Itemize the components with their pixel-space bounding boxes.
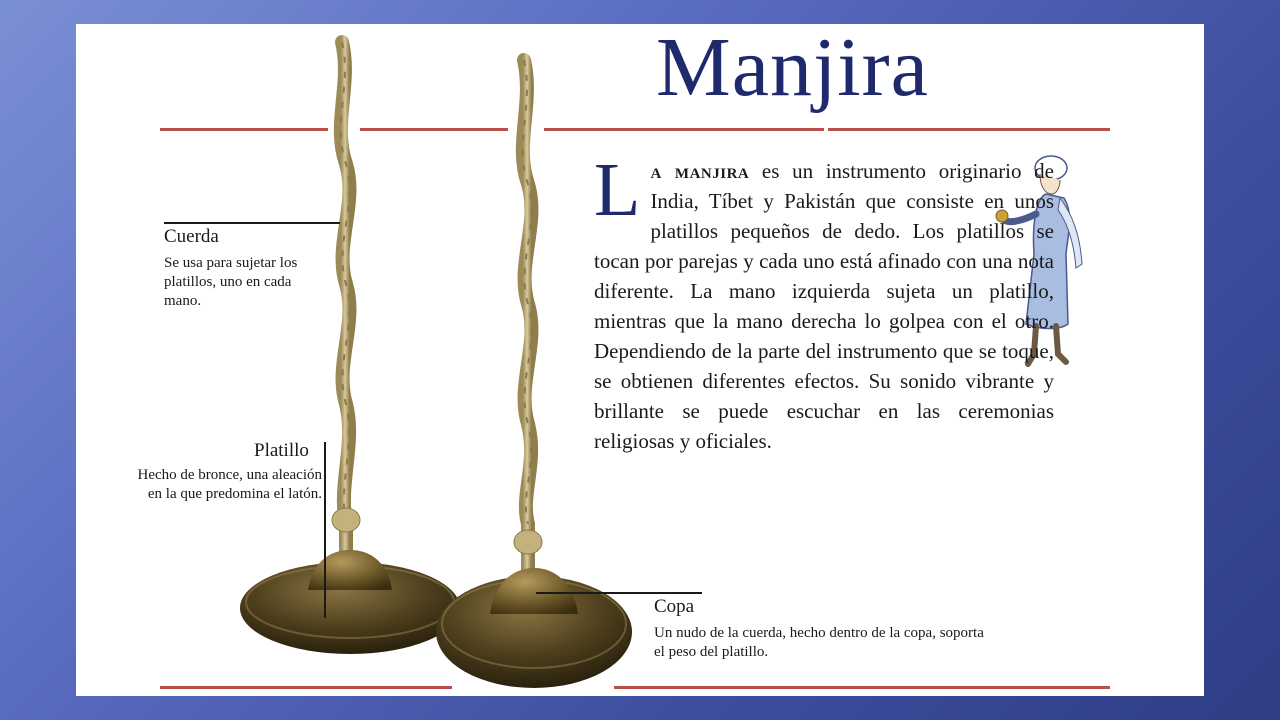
cuerda-label-desc: Se usa para sujetar los platillos, uno en cada mano. [164,255,298,309]
platillo-label-title: Platillo [254,440,309,461]
page-title: Manjira [656,24,929,114]
cuerda-label-title: Cuerda [164,226,219,247]
body-paragraph [594,148,1054,456]
slide [76,24,1204,696]
copa-label-title: Copa [654,596,695,617]
copa-label-desc: Un nudo de la cuerda, hecho dentro de la copa, soporta el peso del platillo. [654,625,984,660]
body-text: es un instrumento originario de India, Tíbet y Pakistán que consiste en unos platillos pequeños de dedo. Los platillos se tocan por parejas y cada uno está afinado con una nota diferente. La mano izquierda sujeta un platillo, mientras que la mano derecha lo golpea con el otro. Dependiendo de la parte del instrumento que se toque, se obtienen diferentes efectos. Su sonido vibrante y brillante se puede escuchar en las ceremonias religiosas y oficiales. [594,159,1054,453]
rope-illustration [332,42,542,572]
cuerda-leader [164,222,340,224]
platillo-label-desc: Hecho de bronce, una aleación en la que predomina el latón. [137,467,322,502]
platillo-leader [324,442,326,618]
lead-in: a manjira [650,159,750,183]
copa-leader [536,592,702,594]
drop-cap: L [594,148,641,232]
